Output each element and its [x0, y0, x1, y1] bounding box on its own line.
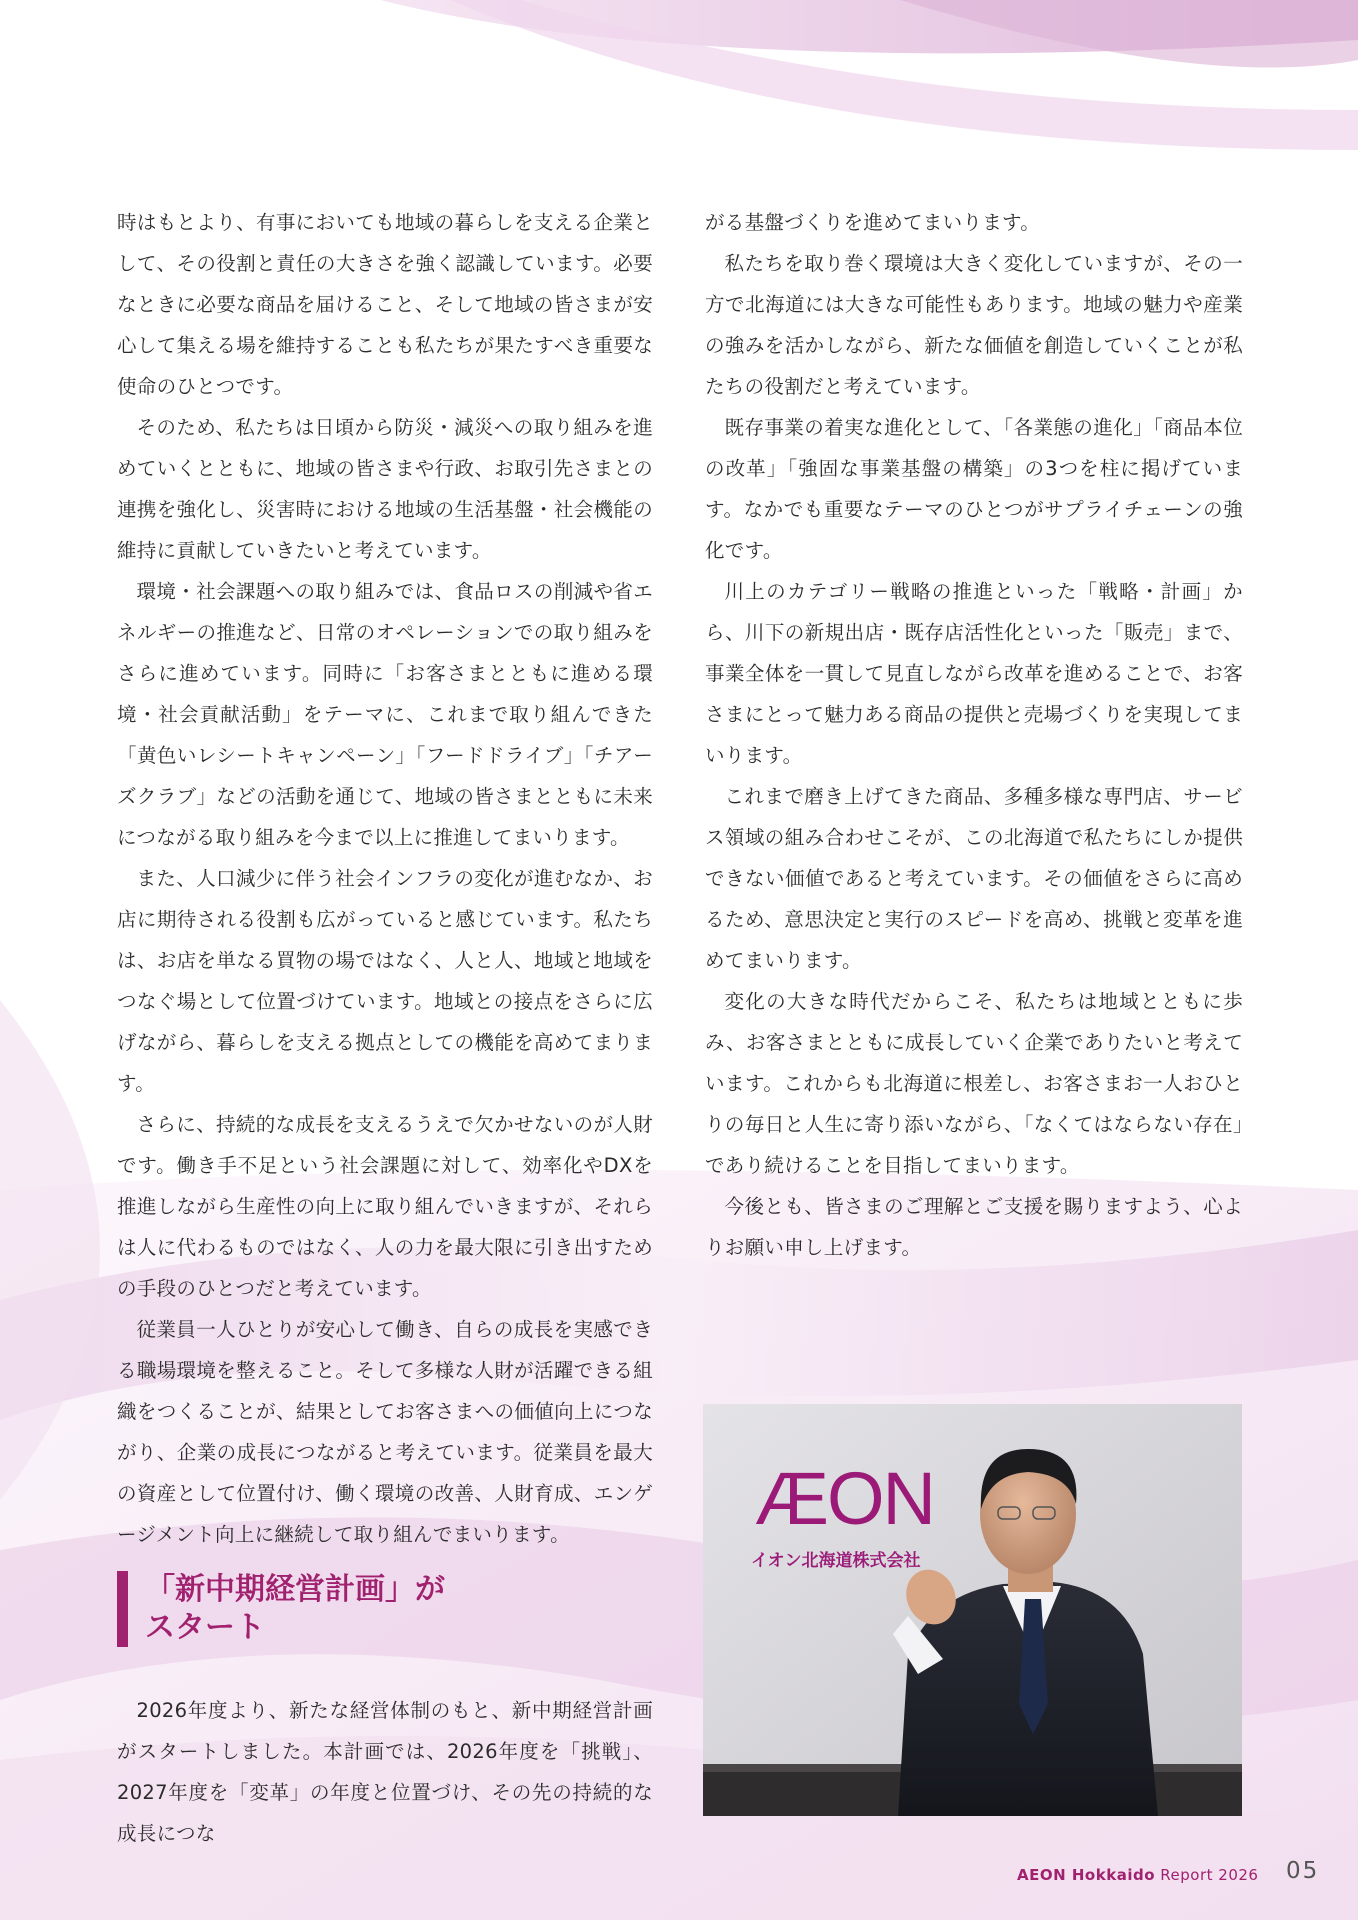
paragraph: そのため、私たちは日頃から防災・減災への取り組みを進めていくとともに、地域の皆さまや行政、お取引先さまとの連携を強化し、災害時における地域の生活基盤・社会機能の維持に貢献していきたいと考えています。 — [117, 416, 653, 562]
paragraph: 環境・社会課題への取り組みでは、食品ロスの削減や省エネルギーの推進など、日常のオペレーションでの取り組みをさらに進めています。同時に「お客さまとともに進める環境・社会貢献活動」をテーマに、これまで取り組んできた「黄色いレシートキャンペーン」「フードドライブ」「チアーズクラブ」などの活動を通じて、地域の皆さまとともに未来につながる取り組みを今まで以上に推進してまいります。 — [117, 580, 653, 849]
footer-report: Report 2026 — [1160, 1866, 1259, 1884]
footer-brand-name: AEON Hokkaido — [1017, 1866, 1155, 1884]
footer-brand — [1017, 1866, 1258, 1894]
paragraph: さらに、持続的な成長を支えるうえで欠かせないのが人財です。働き手不足という社会課題に対して、効率化やDXを推進しながら生産性の向上に取り組んでいきますが、それらは人に代わるものではなく、人の力を最大限に引き出すための手段のひとつだと考えています。 — [117, 1113, 653, 1300]
paragraph: 川上のカテゴリー戦略の推進といった「戦略・計画」から、川下の新規出店・既存店活性化といった「販売」まで、事業全体を一貫して見直しながら改革を進めることで、お客さまにとって魅力ある商品の提供と売場づくりを実現してまいります。 — [705, 580, 1243, 767]
photo-illustration — [703, 1404, 1242, 1816]
page-number: 05 — [1286, 1858, 1320, 1884]
paragraph: 変化の大きな時代だからこそ、私たちは地域とともに歩み、お客さまとともに成長していく企業でありたいと考えています。これからも北海道に根差し、お客さまお一人おひとりの毎日と人生に寄り添いながら、「なくてはならない存在」であり続けることを目指してまいります。 — [705, 990, 1243, 1177]
executive-photo — [703, 1404, 1242, 1816]
paragraph: 2026年度より、新たな経営体制のもと、新中期経営計画がスタートしました。本計画では、2026年度を「挑戦」、2027年度を「変革」の年度と位置づけ、その先の持続的な成長につな — [117, 1699, 653, 1845]
company-name: イオン北海道株式会社 — [751, 1551, 921, 1571]
paragraph: 既存事業の着実な進化として、「各業態の進化」「商品本位の改革」「強固な事業基盤の構築」の3つを柱に掲げています。なかでも重要なテーマのひとつがサプライチェーンの強化です。 — [705, 416, 1243, 562]
paragraph: 時はもとより、有事においても地域の暮らしを支える企業として、その役割と責任の大きさを強く認識しています。必要なときに必要な商品を届けること、そして地域の皆さまが安心して集える場を維持することも私たちが果たすべき重要な使命のひとつです。 — [117, 211, 653, 398]
section-heading-line-1: 「新中期経営計画」が — [145, 1572, 445, 1607]
section-heading — [117, 1571, 445, 1647]
aeon-logo: ÆON — [755, 1457, 934, 1540]
right-text-column — [705, 202, 1243, 1268]
section-heading-line-2: スタート — [145, 1610, 265, 1645]
paragraph: 従業員一人ひとりが安心して働き、自らの成長を実感できる職場環境を整えること。そして多様な人財が活躍できる組織をつくることが、結果としてお客さまへの価値向上につながり、企業の成長につながると考えています。従業員を最大の資産として位置付け、働く環境の改善、人財育成、エンゲージメント向上に継続して取り組んでまいります。 — [117, 1318, 653, 1546]
paragraph: これまで磨き上げてきた商品、多種多様な専門店、サービス領域の組み合わせこそが、この北海道で私たちにしか提供できない価値であると考えています。その価値をさらに高めるため、意思決定と実行のスピードを高め、挑戦と変革を進めてまいります。 — [705, 785, 1243, 972]
paragraph: 今後とも、皆さまのご理解とご支援を賜りますよう、心よりお願い申し上げます。 — [705, 1195, 1243, 1259]
paragraph: がる基盤づくりを進めてまいります。 — [705, 211, 1041, 234]
paragraph: 私たちを取り巻く環境は大きく変化していますが、その一方で北海道には大きな可能性もあります。地域の魅力や産業の強みを活かしながら、新たな価値を創造していくことが私たちの役割だと考えています。 — [705, 252, 1243, 398]
paragraph: また、人口減少に伴う社会インフラの変化が進むなか、お店に期待される役割も広がっていると感じています。私たちは、お店を単なる買物の場ではなく、人と人、地域と地域をつなぐ場として位置づけています。地域との接点をさらに広げながら、暮らしを支える拠点としての機能を高めてまります。 — [117, 867, 653, 1095]
section-intro — [117, 1690, 653, 1854]
left-text-column — [117, 202, 653, 1555]
